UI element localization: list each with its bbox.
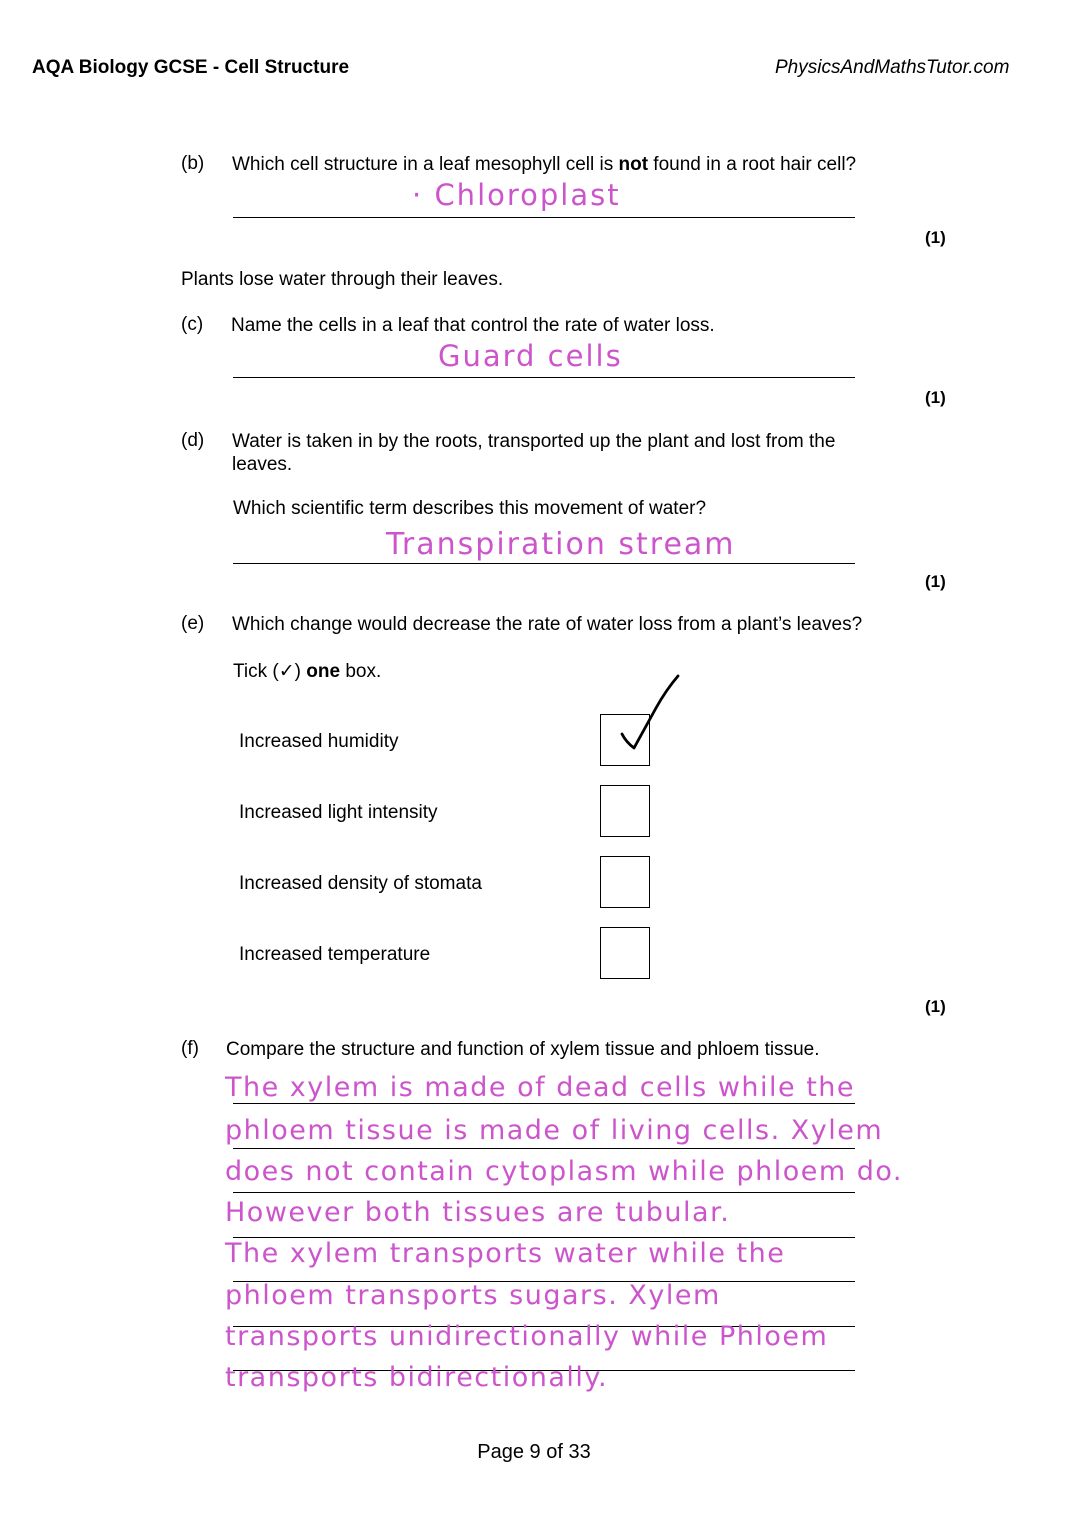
question-f-answer-line: phloem transports sugars. Xylem [225,1280,721,1311]
intro-text: Plants lose water through their leaves. [181,269,504,290]
question-d-label: (d) [181,430,205,451]
option-label: Increased humidity [239,731,399,752]
question-f-answer-line: The xylem is made of dead cells while the [225,1072,856,1103]
page-number: Page 9 of 33 [477,1441,591,1463]
answer-line [233,1103,855,1104]
question-f-answer-line: transports bidirectionally. [225,1362,609,1393]
question-f-answer-line: The xylem transports water while the [225,1238,786,1269]
option-checkbox-stomata-density[interactable] [600,856,650,908]
question-e-marks: (1) [925,997,946,1016]
question-d-marks: (1) [925,572,946,591]
site-name: PhysicsAndMathsTutor.com [775,57,1010,78]
document-title: AQA Biology GCSE - Cell Structure [32,57,350,78]
question-e-text: Which change would decrease the rate of water loss from a plant’s leaves? [232,614,863,635]
answer-line [233,563,855,564]
question-f-answer-line: does not contain cytoplasm while phloem do. [225,1156,904,1187]
question-d-answer: Transpiration stream [386,527,736,562]
answer-line [233,1192,855,1193]
question-c-answer: Guard cells [438,339,623,373]
question-b-marks: (1) [925,228,946,247]
question-f-text: Compare the structure and function of xylem tissue and phloem tissue. [226,1039,820,1060]
question-b-text: Which cell structure in a leaf mesophyll cell is not found in a root hair cell? [232,154,857,175]
question-b-label: (b) [181,153,205,174]
checkmark-icon [612,668,688,760]
question-b-answer: · Chloroplast [412,178,621,212]
answer-line [233,217,855,218]
answer-line [233,1148,855,1149]
option-label: Increased density of stomata [239,873,482,894]
question-c-text: Name the cells in a leaf that control the rate of water loss. [231,315,715,336]
question-c-marks: (1) [925,388,946,407]
answer-line [233,377,855,378]
option-label: Increased temperature [239,944,431,965]
option-label: Increased light intensity [239,802,438,823]
question-f-answer-line: transports unidirectionally while Phloem [225,1321,829,1352]
question-e-label: (e) [181,613,205,634]
tick-instruction: Tick (✓) one box. [233,661,382,682]
question-d-text: Water is taken in by the roots, transported up the plant and lost from the leaves. [232,431,836,475]
question-f-label: (f) [181,1038,199,1059]
option-checkbox-light-intensity[interactable] [600,785,650,837]
option-checkbox-temperature[interactable] [600,927,650,979]
question-f-answer-line: phloem tissue is made of living cells. Xylem [225,1115,884,1146]
question-f-answer-line: However both tissues are tubular. [225,1197,731,1228]
question-c-label: (c) [181,314,204,335]
question-d-prompt: Which scientific term describes this movement of water? [233,498,707,519]
